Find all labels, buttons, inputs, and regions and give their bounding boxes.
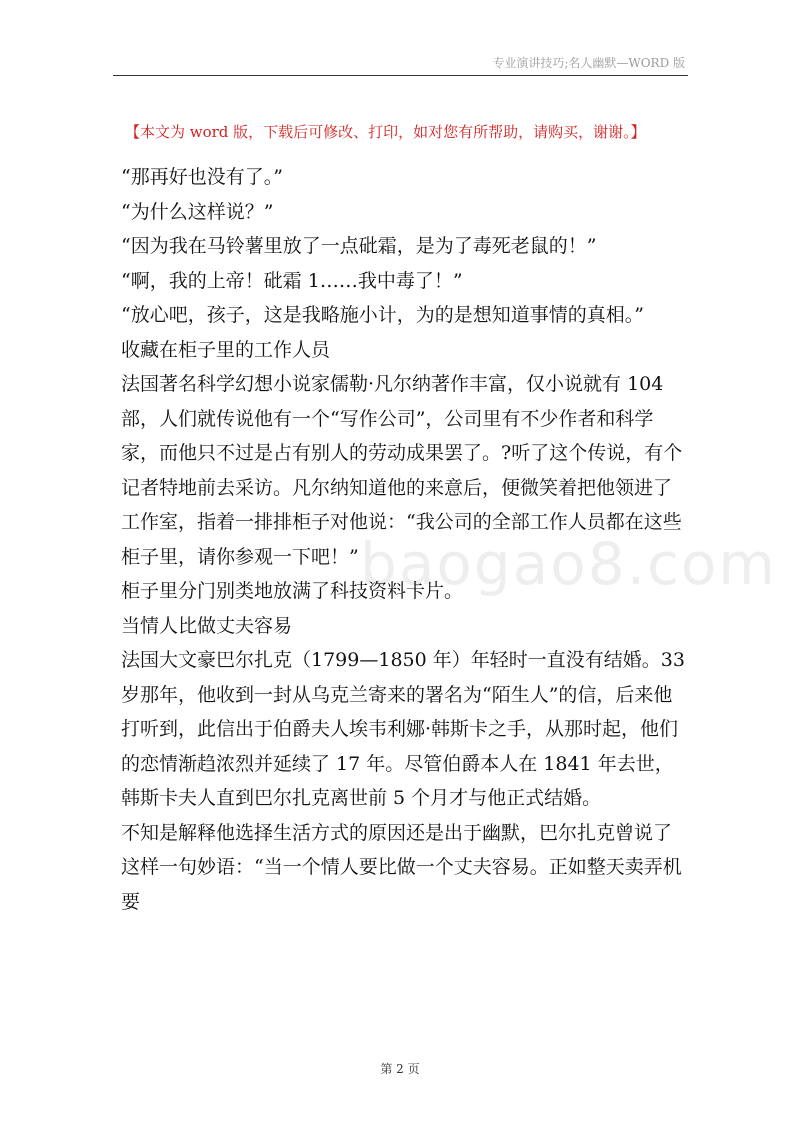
- header-divider: [113, 75, 688, 76]
- paragraph: 柜子里分门别类地放满了科技资料卡片。: [121, 580, 464, 602]
- paragraph: 不知是解释他选择生活方式的原因还是出于幽默，巴尔扎克曾说了这样一句妙语：“当一个情人要比做一个丈夫容易。正如整天卖弄机要: [121, 821, 682, 913]
- paragraph: “啊，我的上帝！砒霜 1……我中毒了！”: [121, 269, 463, 292]
- purchase-notice: 【本文为 word 版，下载后可修改、打印，如对您有所帮助，请购买，谢谢。】: [125, 123, 646, 141]
- watermark: baogao8.com: [360, 530, 777, 598]
- page-header: 专业演讲技巧;名人幽默—WORD 版: [492, 56, 685, 70]
- document-body: [121, 160, 687, 919]
- section-heading: 收藏在柜子里的工作人员: [121, 338, 331, 361]
- section-heading: 当情人比做丈夫容易: [121, 614, 293, 637]
- paragraph: 法国著名科学幻想小说家儒勒·凡尔纳著作丰富，仅小说就有 104 部，人们就传说他有一个“写作公司”，公司里有不少作者和科学家，而他只不过是占有别人的劳动成果罢了。?听了这个传说，有个记者特地前去采访。凡尔纳知道他的来意后，便微笑着把他领进了工作室，指着一排排柜子对他说：“我公司的全部工作人员都在这些柜子里，请你参观一下吧！”: [121, 373, 683, 568]
- paragraph: “因为我在马铃薯里放了一点砒霜，是为了毒死老鼠的！”: [121, 235, 597, 257]
- paragraph: “那再好也没有了。”: [121, 166, 283, 188]
- paragraph: “为什么这样说？”: [121, 200, 274, 223]
- paragraph: “放心吧，孩子，这是我略施小计，为的是想知道事情的真相。”: [121, 304, 644, 326]
- paragraph: 法国大文豪巴尔扎克（1799—1850 年）年轻时一直没有结婚。33 岁那年，他收到一封从乌克兰寄来的署名为“陌生人”的信，后来他打听到，此信出于伯爵夫人埃韦利娜·韩斯卡之手，从那时起，他们的恋情渐趋浓烈并延续了 17 年。尽管伯爵本人在 1841 年去世，韩斯卡夫人直到巴尔扎克离世前 5 个月才与他正式结婚。: [121, 649, 685, 809]
- page-number: 第 2 页: [380, 1062, 420, 1076]
